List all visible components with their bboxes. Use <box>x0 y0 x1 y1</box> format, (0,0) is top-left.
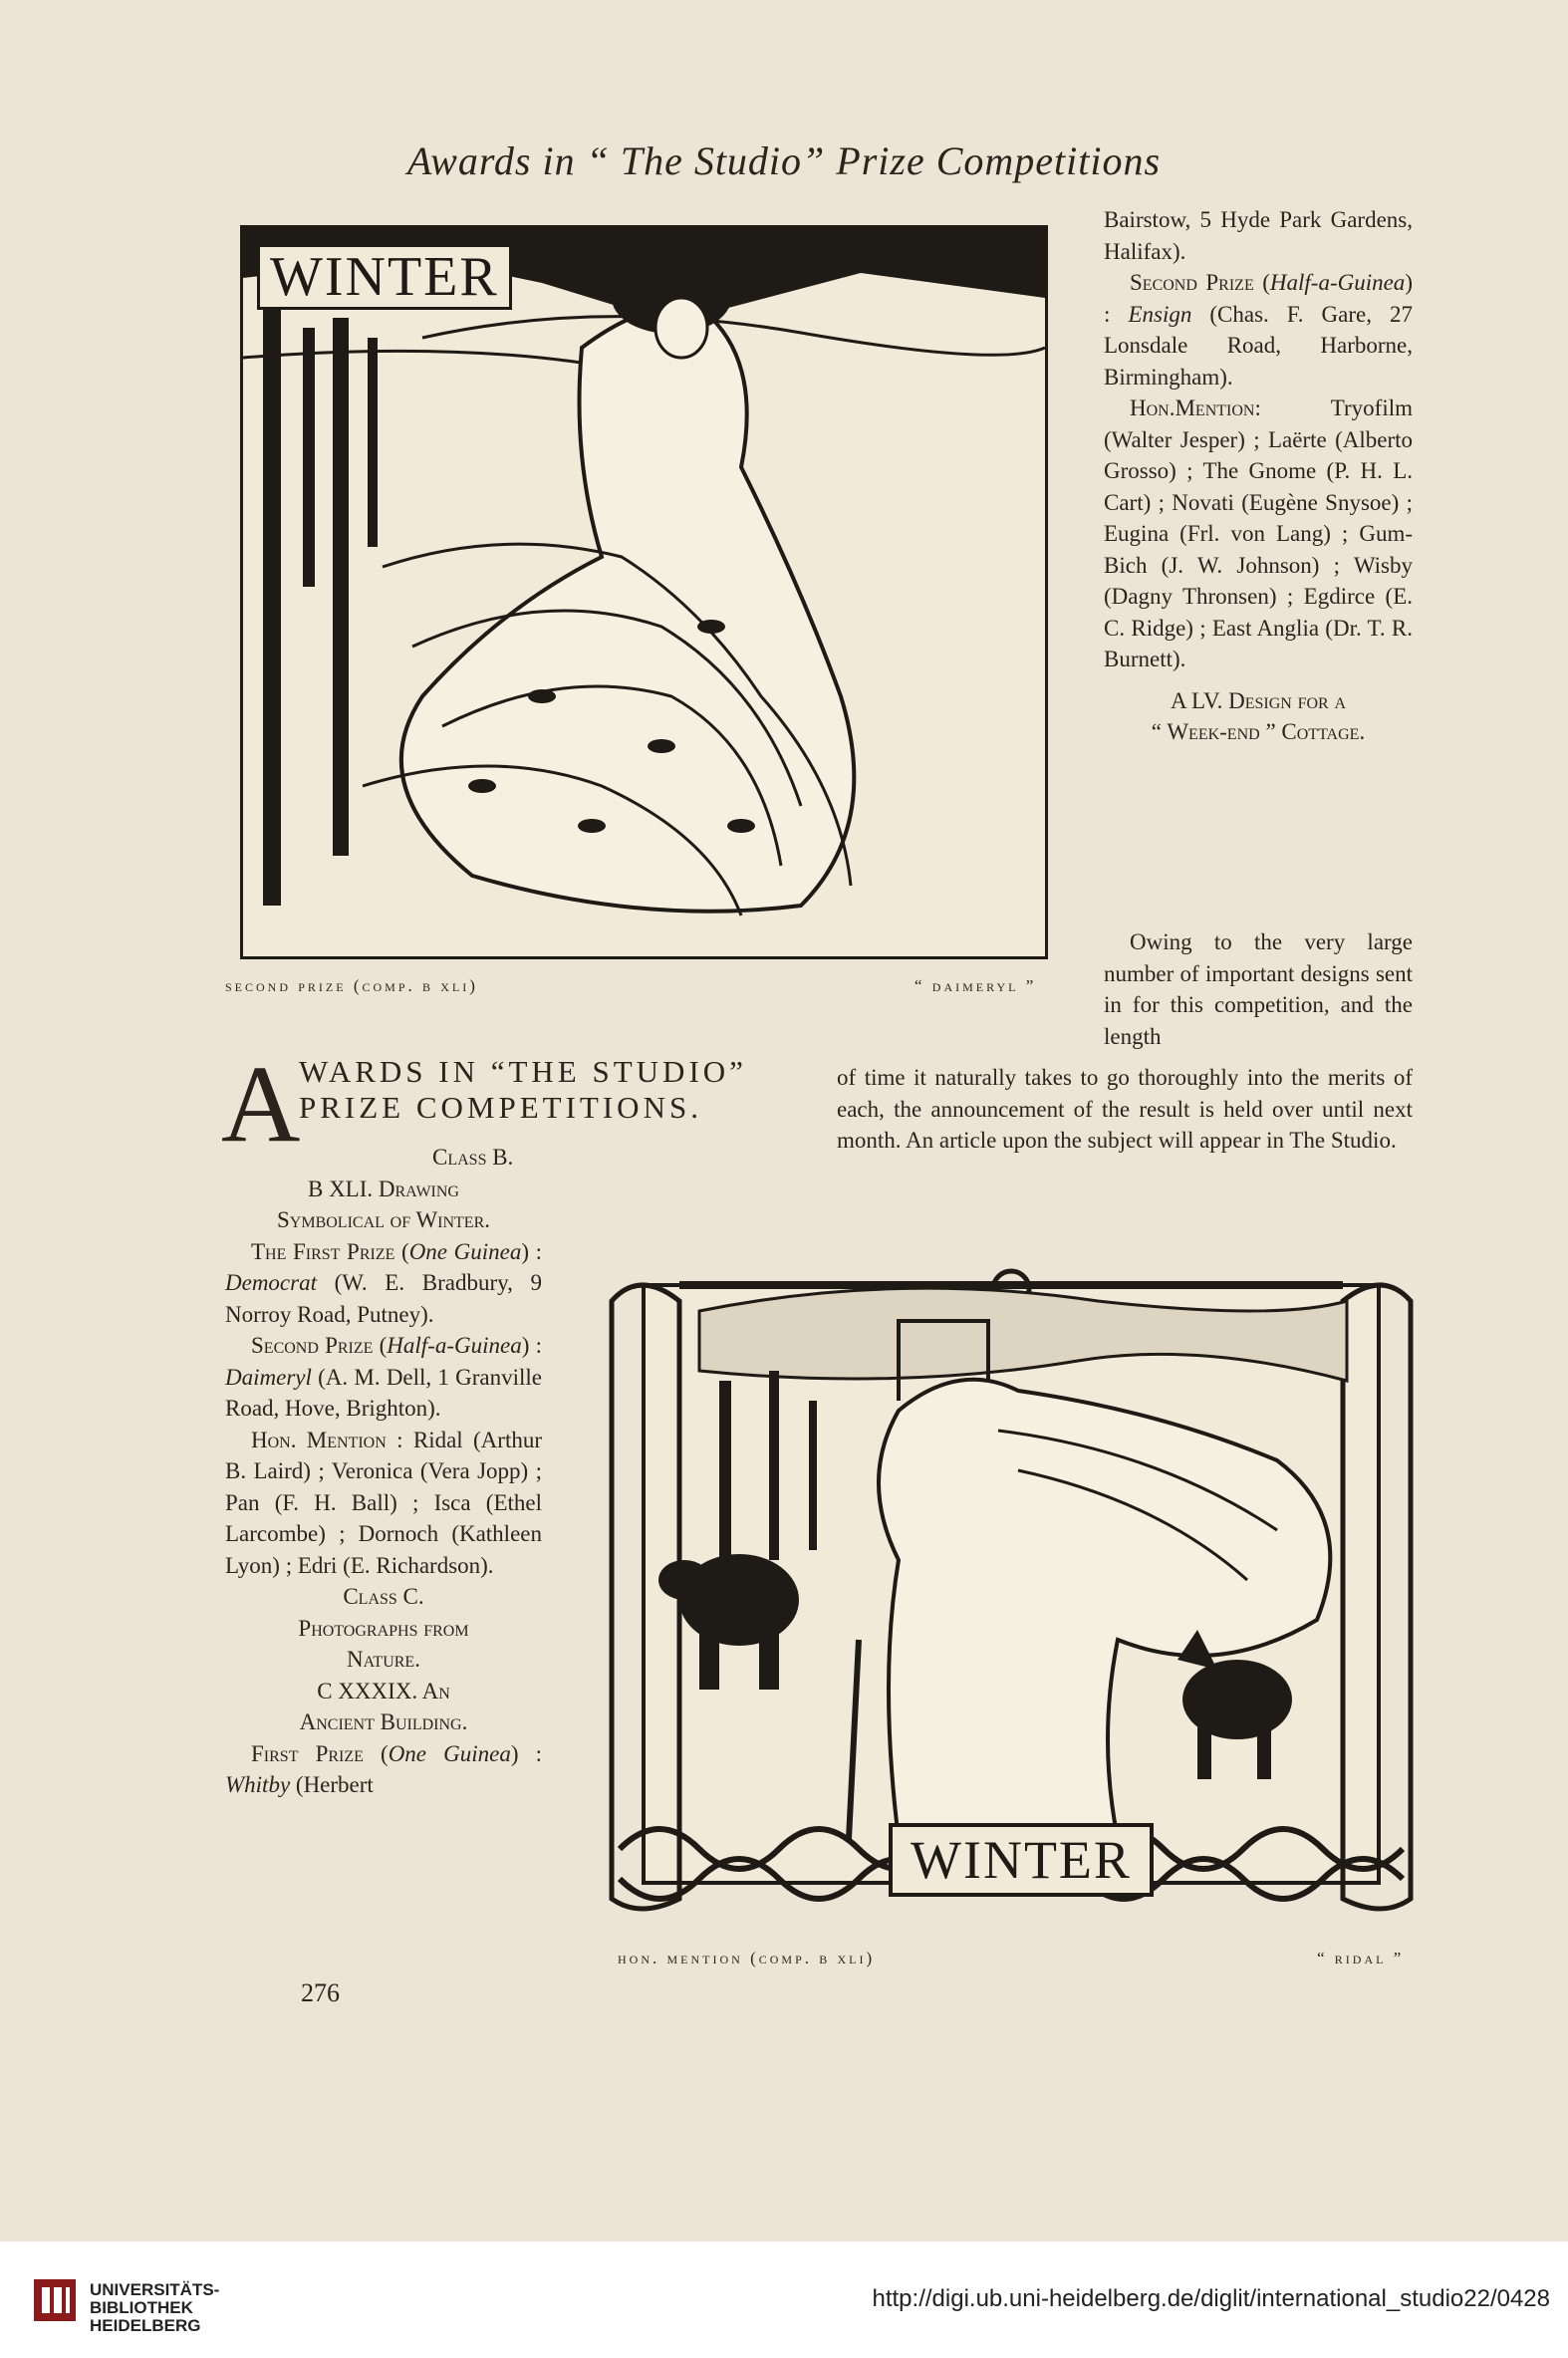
paragraph-hon-mention-a-lv: Hon.Mention: Tryofilm (Walter Jesper) ; Laërte (Alberto Grosso) ; The Gnome (P. H. L. Cart) ; Novati (Eugène Snysoe) ; Eugina (Frl. von Lang) ; Gum-Bich (J. W. Johnson) ; Wisby (Dagny Thronsen) ; Egdirce (E. C. Ridge) ; East Anglia (Dr. T. R. Burnett). <box>1104 395 1413 671</box>
illustration2-title-panel: WINTER <box>889 1823 1154 1897</box>
winter-illustration-daimeryl <box>240 225 1048 959</box>
cxxxix-line1: C XXXIX. An <box>317 1678 450 1703</box>
left-column <box>225 1142 542 1801</box>
caption-left-1: second prize (comp. b xli) <box>225 976 478 995</box>
source-url-link[interactable]: http://digi.ub.uni-heidelberg.de/diglit/international_studio22/0428 <box>872 2285 1550 2312</box>
cxxxix-line2: Ancient Building. <box>299 1709 468 1734</box>
article-heading-line2: PRIZE COMPETITIONS. <box>299 1090 702 1125</box>
right-column <box>1104 204 1413 748</box>
woman-in-cloak-drawing <box>243 228 1045 956</box>
footer-bar <box>0 2241 1568 2358</box>
a-lv-heading-line2: “ Week-end ” Cottage. <box>1151 719 1366 744</box>
winter-illustration-ridal <box>600 1261 1423 1929</box>
paragraph-continued: of time it naturally takes to go thoroughly into the merits of each, the announcement of the result is held over until next month. An article upon the subject will appear in The Studio. <box>837 1065 1413 1153</box>
page-number: 276 <box>301 1978 340 2007</box>
paragraph-first-prize-whitby: First Prize (One Guinea) : Whitby (Herbert <box>225 1740 542 1797</box>
illustration-title-banner: WINTER <box>257 244 512 310</box>
caption-right-1: “ daimeryl ” <box>915 976 1037 995</box>
a-lv-heading-line1: A LV. Design for a <box>1170 687 1347 713</box>
bxli-line1: B XLI. Drawing <box>307 1176 459 1201</box>
class-c-label: Class C. <box>343 1584 424 1609</box>
paragraph-bairstow: Bairstow, 5 Hyde Park Gardens, Halifax). <box>1104 207 1413 264</box>
photos-line2: Nature. <box>347 1647 420 1672</box>
photos-line1: Photographs from <box>298 1615 469 1641</box>
caption-right-2: “ ridal ” <box>1317 1949 1405 1967</box>
bxli-line2: Symbolical of Winter. <box>277 1207 490 1232</box>
paragraph-second-prize-daimeryl: Second Prize (Half-a-Guinea) : Daimeryl (A. M. Dell, 1 Granville Road, Hove, Brighton). <box>225 1333 542 1421</box>
paragraph-hon-mention-b-xli: Hon. Mention : Ridal (Arthur B. Laird) ; Veronica (Vera Jopp) ; Pan (F. H. Ball) ; Isca (Ethel Larcombe) ; Dornoch (Kathleen Lyon) ; Edri (E. Richardson). <box>225 1427 542 1578</box>
paragraph-owing: Owing to the very large number of important designs sent in for this competition, and the length <box>1104 929 1413 1049</box>
logo-line3: HEIDELBERG <box>90 2316 201 2335</box>
caption-left-2: hon. mention (comp. b xli) <box>618 1949 876 1967</box>
article-heading-line1: WARDS IN “THE STUDIO” <box>299 1054 747 1089</box>
logo-line1: UNIVERSITÄTS- <box>90 2280 220 2299</box>
class-b-label: Class B. <box>432 1145 514 1170</box>
library-logo-text <box>90 2281 219 2335</box>
library-logo-icon <box>30 2275 80 2325</box>
drop-cap: A <box>221 1043 301 1165</box>
running-header: Awards in “ The Studio” Prize Competitions <box>406 138 1162 183</box>
logo-line2: BIBLIOTHEK <box>90 2298 193 2317</box>
paragraph-first-prize-democrat: The First Prize (One Guinea) : Democrat (W. E. Bradbury, 9 Norroy Road, Putney). <box>225 1238 543 1327</box>
paragraph-second-prize-ensign: Second Prize (Half-a-Guinea) : Ensign (Chas. F. Gare, 27 Lonsdale Road, Harborne, Birmingham). <box>1104 270 1414 390</box>
